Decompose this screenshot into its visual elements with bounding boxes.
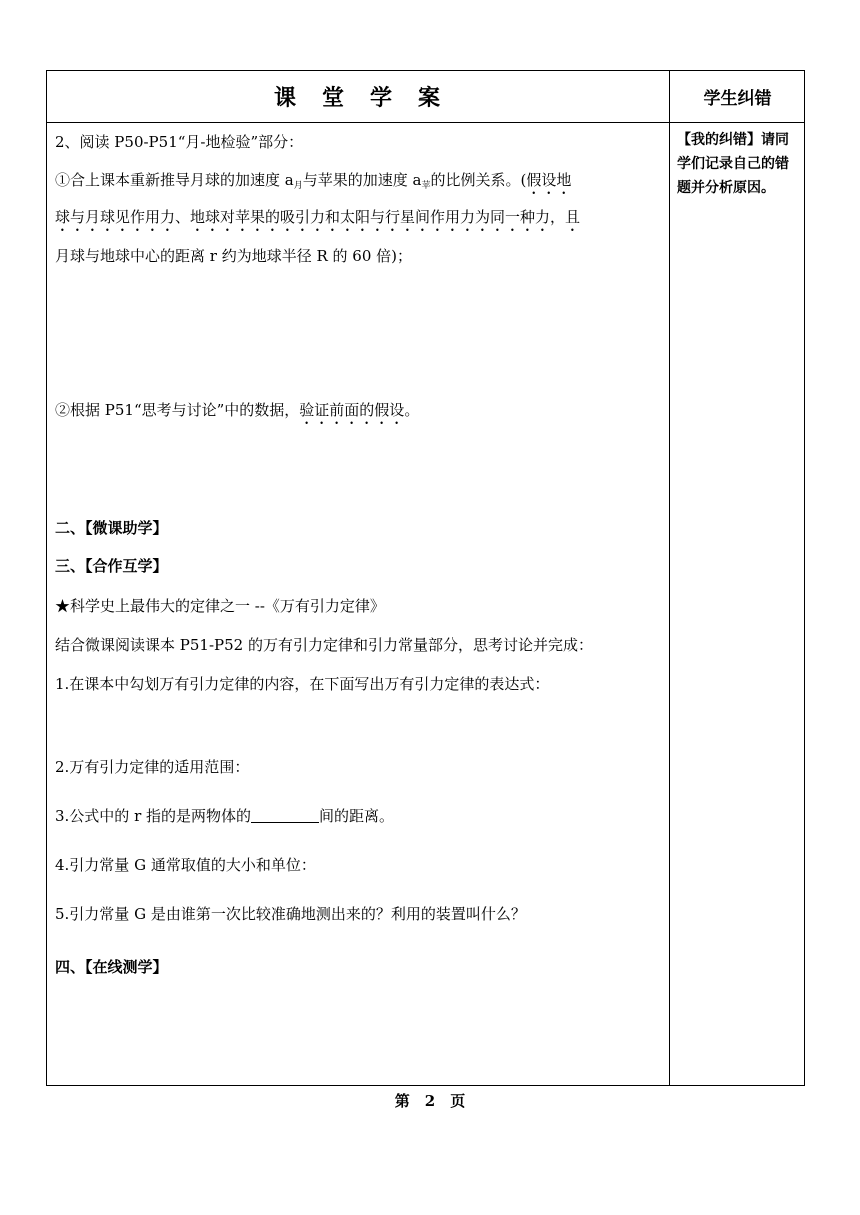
item-3: [55, 806, 394, 826]
cooperation-lead: 结合微课阅读课本 P51-P52 的万有引力定律和引力常量部分，思考讨论并完成：: [55, 636, 593, 654]
section-micro-course: 二、【微课助学】: [55, 519, 168, 537]
item-2: 2.万有引力定律的适用范围：: [55, 758, 250, 776]
item-5: 5.引力常量 G 是由谁第一次比较准确地测出来的？利用的装置叫什么？: [55, 905, 526, 923]
header-divider: [46, 122, 805, 123]
q2-text-a: ②根据 P51“思考与讨论”中的数据，: [55, 401, 300, 419]
item-1: 1.在课本中勾划万有引力定律的内容，在下面写出万有引力定律的表达式：: [55, 675, 550, 693]
question-1-line-1: [55, 170, 571, 198]
answer-blank[interactable]: [251, 808, 319, 823]
main-column-title: 课 堂 学 案: [273, 86, 442, 111]
q2-emphasis: 验证前面的假设: [299, 401, 405, 419]
column-divider: [669, 70, 670, 1086]
q1-text-b: 与苹果的加速度 a: [302, 171, 422, 189]
correction-note: 【我的纠错】请同学们记录自己的错题并分析原因。: [677, 132, 789, 196]
question-1-line-3: 月球与地球中心的距离 r 约为地球半径 R 的 60 倍)；: [55, 247, 413, 265]
q1-text-a: ①合上课本重新推导月球的加速度 a: [55, 171, 294, 189]
moon-subscript: 月: [293, 181, 303, 191]
gravitation-heading: ★科学史上最伟大的定律之一 --《万有引力定律》: [55, 597, 385, 615]
section-cooperation: 三、【合作互学】: [55, 557, 168, 575]
item-3-text-a: 3.公式中的 r 指的是两物体的: [55, 807, 252, 825]
q2-text-c: 。: [404, 401, 420, 419]
item-3-text-b: 间的距离。: [319, 807, 395, 825]
q1-text-c: 的比例关系。(: [430, 171, 527, 189]
section-online-test: 四、【在线测学】: [55, 958, 168, 976]
reading-intro: 2、阅读 P50-P51“月-地检验”部分：: [55, 133, 304, 151]
apple-subscript: 苹: [421, 181, 431, 191]
side-column-title: 学生纠错: [703, 89, 772, 109]
page-number: 第 2 页: [394, 1092, 466, 1110]
question-1-line-2: 球与月球见作用力、地球对苹果的吸引力和太阳与行星间作用力为同一种力，且: [55, 208, 581, 226]
question-2: [55, 400, 419, 428]
q1-emphasis-a: 假设地: [526, 171, 572, 189]
item-4: 4.引力常量 G 通常取值的大小和单位：: [55, 856, 316, 874]
